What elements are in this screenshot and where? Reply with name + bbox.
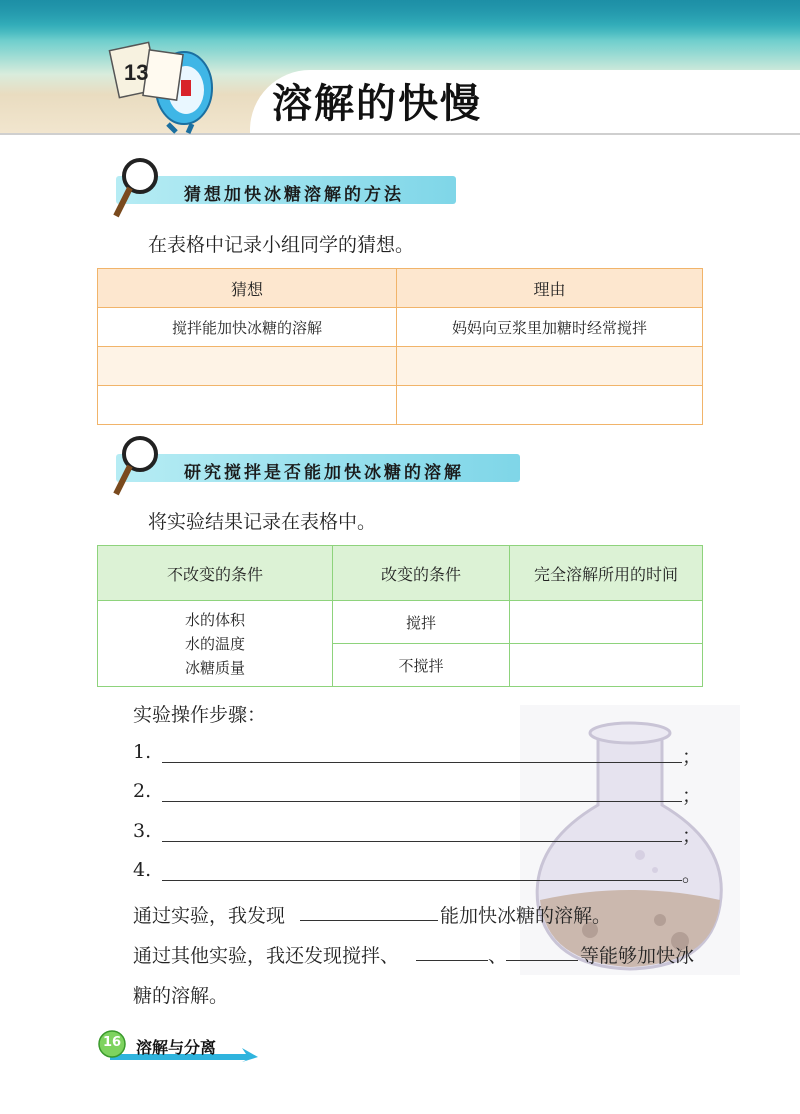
step-3-answer-line[interactable] — [162, 821, 682, 842]
conclusion-line-1-end: 能加快冰糖的溶解。 — [440, 905, 612, 927]
instruction-2: 将实验结果记录在表格中。 — [148, 511, 377, 533]
conclusion-line-2-end: 等能够加快冰 — [580, 945, 695, 967]
step-number: 3. — [133, 820, 152, 842]
experiment-table — [97, 545, 703, 687]
section-heading-1 — [96, 172, 456, 208]
conclusion-blank-3[interactable] — [506, 940, 578, 961]
page-title: 溶解的快慢 — [272, 81, 482, 127]
step-2-answer-line[interactable] — [162, 781, 682, 802]
step-end-punct: 。 — [682, 864, 702, 886]
instruction-1: 在表格中记录小组同学的猜想。 — [148, 234, 415, 256]
section-heading-2-text: 研究搅拌是否能加快冰糖的溶解 — [184, 463, 464, 483]
step-end-punct: ； — [682, 746, 702, 768]
mascot-clock-icon — [106, 28, 218, 136]
conclusion-blank-1[interactable] — [300, 900, 438, 921]
conclusion-line-3: 糖的溶解。 — [133, 985, 229, 1007]
fixed-condition: 水的温度 — [184, 634, 245, 653]
page-number: 16 — [102, 1035, 122, 1050]
step-number: 4. — [133, 859, 152, 881]
conclusion-separator: 、 — [488, 945, 508, 967]
guess-cell-blank[interactable] — [98, 386, 397, 425]
conclusion-line-2-start: 通过其他实验，我还发现搅拌、 — [133, 945, 400, 967]
step-1-answer-line[interactable] — [162, 742, 682, 763]
magnifier-icon — [108, 432, 168, 502]
lesson-number: 13 — [124, 60, 149, 85]
guess-cell-blank[interactable] — [98, 347, 397, 386]
section-heading-1-text: 猜想加快冰糖溶解的方法 — [184, 185, 404, 205]
reason-cell-blank[interactable] — [397, 347, 703, 386]
step-end-punct: ； — [682, 785, 702, 807]
time-header: 完全溶解所用的时间 — [510, 546, 703, 601]
guess-cell: 搅拌能加快冰糖的溶解 — [98, 308, 397, 347]
magnifier-icon — [108, 154, 168, 224]
changed-header: 改变的条件 — [333, 546, 510, 601]
step-number: 1. — [133, 741, 152, 763]
changed-cell: 搅拌 — [333, 601, 510, 644]
time-cell-blank[interactable] — [510, 601, 703, 644]
fixed-header: 不改变的条件 — [98, 546, 333, 601]
section-heading-2 — [96, 450, 520, 486]
fixed-conditions-cell — [98, 601, 333, 687]
time-cell-blank[interactable] — [510, 644, 703, 687]
reason-cell: 妈妈向豆浆里加糖时经常搅拌 — [397, 308, 703, 347]
reason-cell-blank[interactable] — [397, 386, 703, 425]
guess-header: 猜想 — [98, 269, 397, 308]
step-end-punct: ； — [682, 825, 702, 847]
conclusion-line-1-start: 通过实验，我发现 — [133, 905, 286, 927]
guess-table — [97, 268, 703, 425]
unit-name: 溶解与分离 — [136, 1038, 217, 1057]
step-4-answer-line[interactable] — [162, 860, 682, 881]
steps-label: 实验操作步骤： — [133, 704, 267, 726]
fixed-condition: 冰糖质量 — [184, 658, 245, 677]
conclusion-blank-2[interactable] — [416, 940, 488, 961]
footer — [96, 1030, 266, 1068]
reason-header: 理由 — [397, 269, 703, 308]
changed-cell: 不搅拌 — [333, 644, 510, 687]
step-number: 2. — [133, 780, 152, 802]
fixed-condition: 水的体积 — [184, 610, 245, 629]
